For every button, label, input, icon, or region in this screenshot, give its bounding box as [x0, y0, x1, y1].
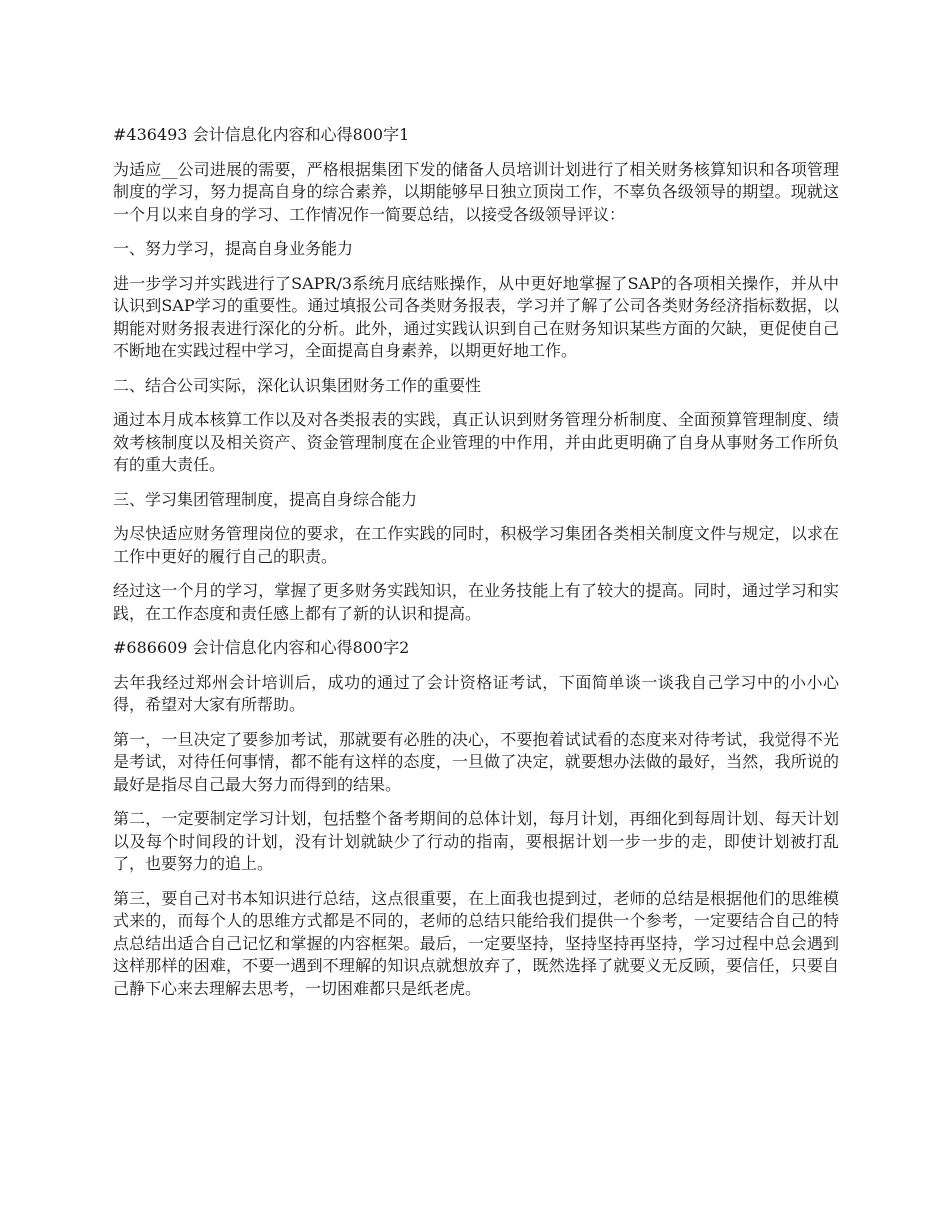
document-page	[113, 124, 839, 1012]
paragraph-4: 经过这一个月的学习，掌握了更多财务实践知识，在业务技能上有了较大的提高。同时，通过学习和实践，在工作态度和责任感上都有了新的认识和提高。	[113, 581, 839, 623]
section-title-2: #686609 会计信息化内容和心得800字2	[113, 638, 410, 657]
subheading-2: 二、结合公司实际，深化认识集团财务工作的重要性	[113, 375, 482, 395]
subheading-3: 三、学习集团管理制度，提高自身综合能力	[113, 489, 418, 509]
paragraph-5: 去年我经过郑州会计培训后，成功的通过了会计资格证考试，下面简单谈一谈我自己学习中的小小心得，希望对大家有所帮助。	[113, 672, 839, 714]
paragraph-intro: 为适应__公司进展的需要，严格根据集团下发的储备人员培训计划进行了相关财务核算知识和各项管理制度的学习，努力提高自身的综合素养，以期能够早日独立顶岗工作，不辜负各级领导的期望。现就这一个月以来自身的学习、工作情况作一简要总结，以接受各级领导评议：	[113, 159, 839, 224]
paragraph-1: 进一步学习并实践进行了SAPR/3系统月底结账操作，从中更好地掌握了SAP的各项相关操作，并从中认识到SAP学习的重要性。通过填报公司各类财务报表，学习并了解了公司各类财务经济指标数据，以期能对财务报表进行深化的分析。此外，通过实践认识到自己在财务知识某些方面的欠缺，更促使自己不断地在实践过程中学习，全面提高自身素养，以期更好地工作。	[113, 273, 839, 360]
paragraph-8: 第三，要自己对书本知识进行总结，这点很重要，在上面我也提到过，老师的总结是根据他们的思维模式来的，而每个人的思维方式都是不同的，老师的总结只能给我们提供一个参考，一定要结合自己的特点总结出适合自己记忆和掌握的内容框架。最后，一定要坚持，坚持坚持再坚持，学习过程中总会遇到这样那样的困难，不要一遇到不理解的知识点就想放弃了，既然选择了就要义无反顾，要信任，只要自己静下心来去理解去思考，一切困难都只是纸老虎。	[113, 888, 839, 998]
paragraph-7: 第二，一定要制定学习计划，包括整个备考期间的总体计划，每月计划，再细化到每周计划、每天计划以及每个时间段的计划，没有计划就缺少了行动的指南，要根据计划一步一步的走，即使计划被打乱了，也要努力的追上。	[113, 809, 839, 873]
paragraph-2: 通过本月成本核算工作以及对各类报表的实践，真正认识到财务管理分析制度、全面预算管理制度、绩效考核制度以及相关资产、资金管理制度在企业管理的中作用，并由此更明确了自身从事财务工作所负有的重大责任。	[113, 410, 839, 474]
paragraph-6: 第一，一旦决定了要参加考试，那就要有必胜的决心，不要抱着试试看的态度来对待考试，我觉得不光是考试，对待任何事情，都不能有这样的态度，一旦做了决定，就要想办法做的最好，当然，我所说的最好是指尽自己最大努力而得到的结果。	[113, 729, 839, 794]
subheading-1: 一、努力学习，提高自身业务能力	[113, 239, 354, 258]
paragraph-3: 为尽快适应财务管理岗位的要求，在工作实践的同时，积极学习集团各类相关制度文件与规定，以求在工作中更好的履行自己的职责。	[113, 524, 839, 566]
section-title-1: #436493 会计信息化内容和心得800字1	[113, 125, 410, 144]
